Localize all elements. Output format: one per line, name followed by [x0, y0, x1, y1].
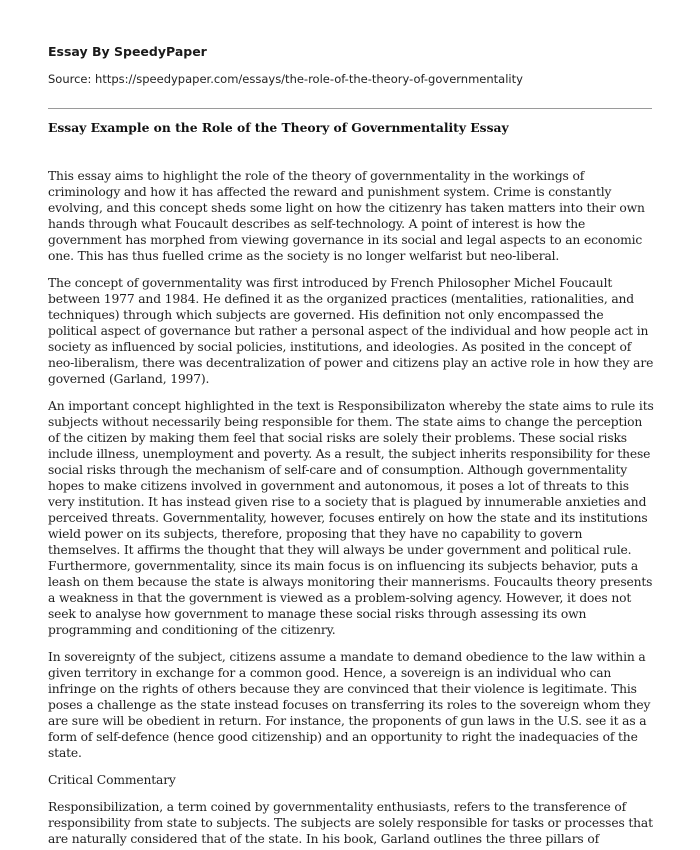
paragraph: This essay aims to highlight the role of the theory of governmentality in the workings of criminology and how it has affected the reward and punishment system. Crime is constantly evolving, and this concept sheds some light on how the citizenry has taken matters into their own hands through what Foucault describes as self-technology. A point of interest is how the government has morphed from viewing governance in its social and legal aspects to an economic one. This has thus fuelled crime as the society is no longer welfarist but neo-liberal.	[48, 169, 645, 263]
essay-title: Essay Example on the Role of the Theory of Governmentality Essay	[48, 120, 509, 135]
paragraph: In sovereignty of the subject, citizens assume a mandate to demand obedience to the law within a given territory in exchange for a common good. Hence, a sovereign is an individual who can infringe on the rights of others because they are convinced that their violence is legitimate. This poses a challenge as the state instead focuses on transferring its roles to the sovereign whom they are sure will be obedient in return. For instance, the proponents of gun laws in the U.S. see it as a form of self-defence (hence good citizenship) and an opportunity to right the inadequacies of the state.	[48, 650, 651, 760]
essay-body	[48, 168, 654, 850]
paragraph: Responsibilization, a term coined by governmentality enthusiasts, refers to the transference of responsibility from state to subjects. The subjects are solely responsible for tasks or processes that are naturally considered that of the state. In his book, Garland outlines the three pillars of	[48, 800, 653, 846]
brand-title: Essay By SpeedyPaper	[48, 44, 207, 59]
paragraph: The concept of governmentality was first introduced by French Philosopher Michel Foucault between 1977 and 1984. He defined it as the organized practices (mentalities, rationalities, and techniques) through which subjects are governed. His definition not only encompassed the political aspect of governance but rather a personal aspect of the individual and how people act in society as influenced by social policies, institutions, and ideologies. As posited in the concept of neo-liberalism, there was decentralization of power and citizens play an active role in how they are governed (Garland, 1997).	[48, 276, 654, 386]
source-url: Source: https://speedypaper.com/essays/the-role-of-the-theory-of-governmentality	[48, 72, 523, 86]
paragraph: An important concept highlighted in the text is Responsibilizaton whereby the state aims to rule its subjects without necessarily being responsible for them. The state aims to change the perception of the citizen by making them feel that social risks are solely their problems. These social risks include illness, unemployment and poverty. As a result, the subject inherits responsibility for these social risks through the mechanism of self-care and of consumption. Although governmentality hopes to make citizens involved in government and autonomous, it poses a lot of threats to this very institution. It has instead given rise to a society that is plagued by innumerable anxieties and perceived threats. Governmentality, however, focuses entirely on how the state and its institutions wield power on its subjects, therefore, proposing that they have no capability to govern themselves. It affirms the thought that they will always be under government and political rule. Furthermore, governmentality, since its main focus is on influencing its subjects behavior, puts a leash on them because the state is always monitoring their mannerisms. Foucaults theory presents a weakness in that the government is viewed as a problem-solving agency. However, it does not seek to analyse how government to manage these social risks through assessing its own programming and conditioning of the citizenry.	[48, 399, 654, 637]
section-heading: Critical Commentary	[48, 773, 176, 787]
divider	[48, 108, 652, 109]
